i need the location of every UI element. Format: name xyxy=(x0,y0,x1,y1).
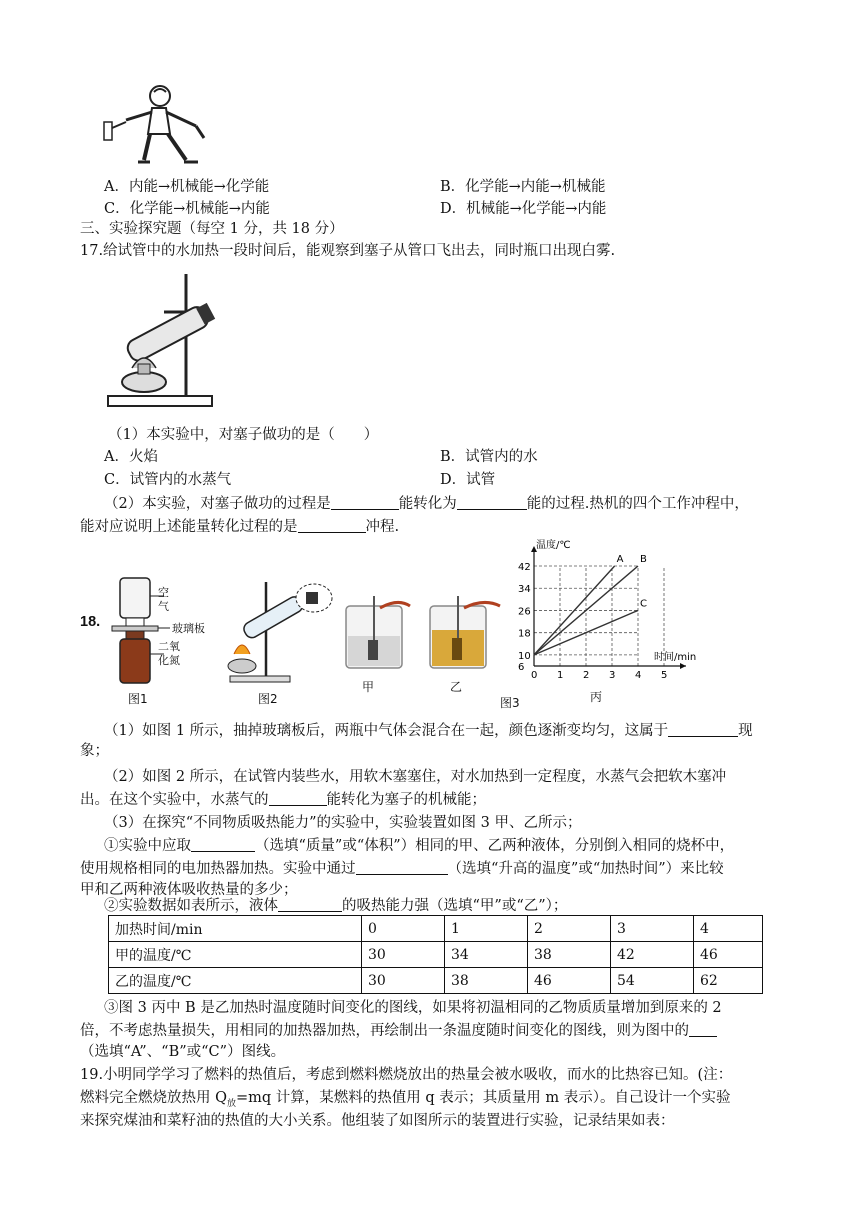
x-tick-label: 0 xyxy=(531,670,538,681)
table-cell: 2 xyxy=(528,916,611,942)
table-row xyxy=(109,916,763,942)
series-label-c: C xyxy=(640,598,647,610)
data-table xyxy=(108,915,763,994)
graph-bing-label: 丙 xyxy=(590,690,603,704)
q19-line3: 来探究煤油和菜籽油的热值的大小关系。他组装了如图所示的装置进行实验，记录结果如表： xyxy=(80,1113,675,1129)
q19-text-b: =mq 计算，某燃料的热值用 q 表示；其质量用 m 表示）。自己设计一个实验 xyxy=(236,1090,731,1106)
q18-p2-text-b: 出。在这个实验中，水蒸气的 xyxy=(80,792,269,808)
table-cell: 42 xyxy=(611,942,694,968)
q19-subscript: 放 xyxy=(227,1098,237,1109)
q18-part1 xyxy=(104,719,753,740)
q18-sub3-line3: （选填“A”、“B”或“C”）图线。 xyxy=(80,1044,286,1060)
q18-s1-text-d: （选填“升高的温度”或“加热时间”）来比较 xyxy=(447,861,724,877)
q18-s1-text-a: ①实验中应取 xyxy=(104,838,191,854)
table-cell: 加热时间/min xyxy=(109,916,362,942)
x-tick-label: 1 xyxy=(557,670,564,681)
table-cell: 3 xyxy=(611,916,694,942)
fig1-glass-label: 玻璃板 xyxy=(172,622,205,635)
fig1-caption: 图1 xyxy=(128,692,148,706)
q17-blank-3[interactable] xyxy=(298,518,366,533)
q19-line1: 19.小明同学学习了燃料的热值后，考虑到燃料燃烧放出的热量会被水吸收，而水的比热容已知。(注： xyxy=(80,1067,733,1083)
q18-blank-2[interactable] xyxy=(269,791,327,806)
y-axis-label: 温度/℃ xyxy=(536,540,571,551)
series-label-b: B xyxy=(640,554,647,565)
table-cell: 1 xyxy=(445,916,528,942)
q17-p2-text-c: 能的过程.热机的四个工作冲程中， xyxy=(526,496,749,512)
fig1-no2-label-2: 化氮 xyxy=(158,654,180,667)
beaker-yi-figure xyxy=(424,596,508,674)
q17-option-a: A．火焰 xyxy=(104,449,158,465)
x-axis-label: 时间/min xyxy=(654,652,697,663)
q17-p2-text-d: 能对应说明上述能量转化过程的是 xyxy=(80,519,298,535)
q16-option-c: C．化学能→机械能→内能 xyxy=(104,201,270,217)
q18-number: 18. xyxy=(80,614,101,630)
y-tick-label: 18 xyxy=(518,628,531,640)
table-cell: 30 xyxy=(362,968,445,994)
q18-blank-4[interactable] xyxy=(356,860,448,875)
q18-p1-text-b: 现 xyxy=(738,723,753,739)
beaker-jia-figure xyxy=(340,596,416,674)
table-cell: 38 xyxy=(445,968,528,994)
q16-option-b: B．化学能→内能→机械能 xyxy=(440,179,606,195)
q18-part2-line2 xyxy=(80,788,486,809)
q17-p2-text-b: 能转化为 xyxy=(398,496,457,512)
table-cell: 46 xyxy=(528,968,611,994)
x-tick-label: 2 xyxy=(583,670,590,681)
q18-sub2 xyxy=(104,894,567,915)
q17-p2-text-e: 冲程. xyxy=(365,519,400,535)
q18-blank-1[interactable] xyxy=(668,722,738,737)
table-cell: 乙的温度/℃ xyxy=(109,968,362,994)
q18-blank-3[interactable] xyxy=(191,837,255,852)
table-row xyxy=(109,968,763,994)
test-tube-apparatus-figure xyxy=(102,268,218,412)
q19-line2 xyxy=(80,1088,731,1114)
table-row xyxy=(109,942,763,968)
table-cell: 54 xyxy=(611,968,694,994)
fig1-air-label: 空 xyxy=(158,586,169,599)
x-tick-label: 3 xyxy=(609,670,616,681)
q18-s2-text-a: ②实验数据如表所示，液体 xyxy=(104,898,278,914)
series-label-a: A xyxy=(616,554,624,565)
fig1-air-label-2: 气 xyxy=(158,600,169,613)
q16-option-d: D．机械能→化学能→内能 xyxy=(440,201,607,217)
q18-p2-text-c: 能转化为塞子的机械能； xyxy=(326,792,486,808)
q19-text-a: 燃料完全燃烧放热用 Q xyxy=(80,1090,227,1106)
x-axis-arrow xyxy=(680,663,686,669)
q18-s1-text-c: 使用规格相同的电加热器加热。实验中通过 xyxy=(80,861,356,877)
q17-part2-line2 xyxy=(80,515,399,536)
table-cell: 46 xyxy=(694,942,763,968)
beaker-yi-label: 乙 xyxy=(450,680,463,694)
y-tick-label: 42 xyxy=(518,562,531,573)
temperature-time-graph xyxy=(506,538,706,686)
q18-sub1-line1 xyxy=(104,834,734,855)
q18-p1-text: （1）如图 1 所示，抽掉玻璃板后，两瓶中气体会混合在一起，颜色逐渐变均匀，这属于 xyxy=(104,723,669,739)
table-cell: 30 xyxy=(362,942,445,968)
y-tick-label: 26 xyxy=(518,606,531,618)
table-cell: 0 xyxy=(362,916,445,942)
q18-s1-text-b: （选填“质量”或“体积”）相同的甲、乙两种液体，分别倒入相同的烧杯中， xyxy=(255,838,735,854)
fig3-caption: 图3 xyxy=(500,696,520,710)
q17-blank-1[interactable] xyxy=(331,495,399,510)
fig1-no2-label: 二氧 xyxy=(158,640,180,653)
q18-sub1-line3: 甲和乙两种液体吸收热量的多少； xyxy=(80,882,298,898)
q17-blank-2[interactable] xyxy=(457,495,527,510)
fig2-caption: 图2 xyxy=(258,692,278,706)
q17-p2-text-a: （2）本实验，对塞子做功的过程是 xyxy=(104,496,331,512)
q17-stem: 17.给试管中的水加热一段时间后，能观察到塞子从管口飞出去，同时瓶口出现白雾. xyxy=(80,243,616,259)
table-cell: 38 xyxy=(528,942,611,968)
q18-s3-text-b: 倍，不考虑热量损失，用相同的加热器加热，再绘制出一条温度随时间变化的图线，则为图中的 xyxy=(80,1023,689,1039)
table-cell: 甲的温度/℃ xyxy=(109,942,362,968)
q17-part1: （1）本实验中，对塞子做功的是（ ） xyxy=(108,427,379,443)
q17-part2-line1 xyxy=(104,492,749,513)
q18-s2-text-b: 的吸热能力强（选填“甲”或“乙”）； xyxy=(342,898,568,914)
q18-sub3-line1: ③图 3 丙中 B 是乙加热时温度随时间变化的图线，如果将初温相同的乙物质质量增加到原来的 2 xyxy=(104,1000,722,1016)
q17-option-b: B．试管内的水 xyxy=(440,449,538,465)
q18-sub3-line2 xyxy=(80,1019,717,1040)
cork-tube-figure xyxy=(222,576,334,684)
q18-part3: （3）在探究“不同物质吸热能力”的实验中，实验装置如图 3 甲、乙所示； xyxy=(104,815,582,831)
y-tick-label: 34 xyxy=(518,584,531,596)
q18-part1-cont: 象； xyxy=(80,743,109,759)
x-tick-label: 4 xyxy=(635,670,642,681)
table-cell: 34 xyxy=(445,942,528,968)
q17-option-d: D．试管 xyxy=(440,472,496,488)
q17-option-c: C．试管内的水蒸气 xyxy=(104,472,232,488)
y-tick-label: 6 xyxy=(518,662,525,673)
q16-option-a: A．内能→机械能→化学能 xyxy=(104,179,270,195)
q18-part2: （2）如图 2 所示，在试管内装些水，用软木塞塞住，对水加热到一定程度，水蒸气会把软木塞冲 xyxy=(104,769,727,785)
beaker-jia-label: 甲 xyxy=(362,680,375,694)
q18-blank-5[interactable] xyxy=(278,897,342,912)
section-title: 三、实验探究题（每空 1 分，共 18 分） xyxy=(80,221,344,237)
q18-blank-6[interactable] xyxy=(689,1022,717,1037)
y-tick-label: 10 xyxy=(518,650,531,662)
q18-sub1-line2 xyxy=(80,857,724,878)
hammer-man-figure xyxy=(100,82,226,168)
table-cell: 4 xyxy=(694,916,763,942)
x-tick-label: 5 xyxy=(661,670,668,681)
table-cell: 62 xyxy=(694,968,763,994)
